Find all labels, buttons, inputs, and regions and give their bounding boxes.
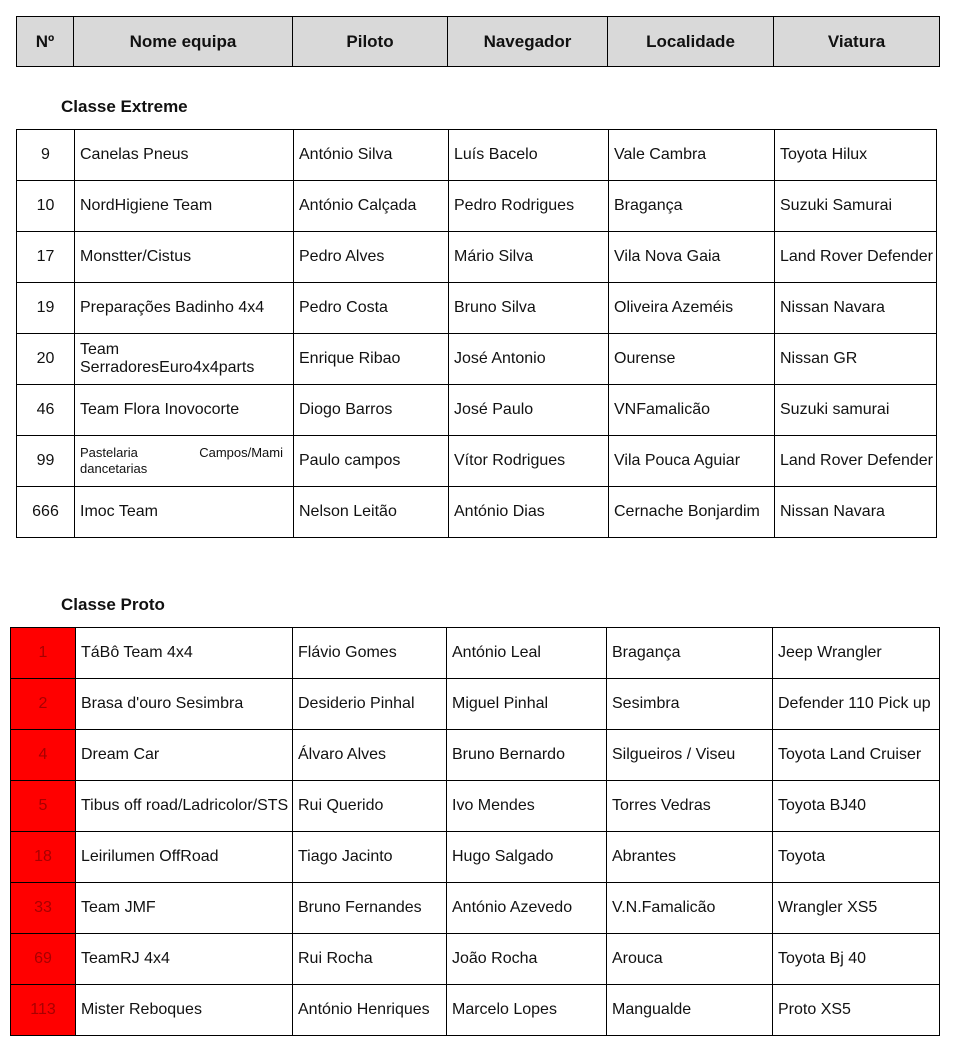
- cell-vehicle: Suzuki Samurai: [775, 181, 937, 232]
- table-row: [17, 283, 937, 334]
- cell-vehicle: Toyota: [773, 832, 940, 883]
- cell-vehicle: Defender 110 Pick up: [773, 679, 940, 730]
- table-row: [11, 730, 940, 781]
- cell-vehicle: Jeep Wrangler: [773, 628, 940, 679]
- cell-vehicle: Nissan GR: [775, 334, 937, 385]
- cell-navigator: António Azevedo: [447, 883, 607, 934]
- section-title-extreme: Classe Extreme: [61, 97, 188, 116]
- cell-team-name: Team JMF: [76, 883, 293, 934]
- cell-navigator: Pedro Rodrigues: [449, 181, 609, 232]
- table-row: [11, 628, 940, 679]
- cell-team-name: Pastelaria Campos/Mami dancetarias: [75, 436, 294, 487]
- table-row: [17, 130, 937, 181]
- cell-location: Vila Nova Gaia: [609, 232, 775, 283]
- col-header-number: Nº: [17, 17, 74, 67]
- cell-team-name: Preparações Badinho 4x4: [75, 283, 294, 334]
- cell-team-name: Canelas Pneus: [75, 130, 294, 181]
- cell-location: Bragança: [609, 181, 775, 232]
- table-row: [17, 487, 937, 538]
- cell-location: Mangualde: [607, 985, 773, 1036]
- cell-vehicle: Nissan Navara: [775, 283, 937, 334]
- cell-location: V.N.Famalicão: [607, 883, 773, 934]
- cell-location: Vila Pouca Aguiar: [609, 436, 775, 487]
- cell-driver: Rui Querido: [293, 781, 447, 832]
- col-header-location: Localidade: [608, 17, 774, 67]
- section-title-proto: Classe Proto: [61, 595, 165, 614]
- cell-team-name: TáBô Team 4x4: [76, 628, 293, 679]
- cell-driver: Pedro Costa: [294, 283, 449, 334]
- cell-location: Cernache Bonjardim: [609, 487, 775, 538]
- cell-driver: Tiago Jacinto: [293, 832, 447, 883]
- cell-vehicle: Wrangler XS5: [773, 883, 940, 934]
- cell-driver: Desiderio Pinhal: [293, 679, 447, 730]
- cell-team-name: Dream Car: [76, 730, 293, 781]
- cell-team-name: Tibus off road/Ladricolor/STS: [76, 781, 293, 832]
- cell-driver: Rui Rocha: [293, 934, 447, 985]
- cell-team-name: Imoc Team: [75, 487, 294, 538]
- cell-driver: António Calçada: [294, 181, 449, 232]
- header-table: [16, 16, 940, 67]
- cell-number: 10: [17, 181, 75, 232]
- cell-location: Ourense: [609, 334, 775, 385]
- cell-navigator: José Paulo: [449, 385, 609, 436]
- cell-vehicle: Toyota Bj 40: [773, 934, 940, 985]
- col-header-navigator: Navegador: [448, 17, 608, 67]
- cell-number: 69: [11, 934, 76, 985]
- cell-number: 1: [11, 628, 76, 679]
- cell-number: 666: [17, 487, 75, 538]
- cell-navigator: Mário Silva: [449, 232, 609, 283]
- cell-number: 99: [17, 436, 75, 487]
- cell-team-name: NordHigiene Team: [75, 181, 294, 232]
- cell-team-name: Monstter/Cistus: [75, 232, 294, 283]
- cell-driver: Paulo campos: [294, 436, 449, 487]
- table-row: [17, 436, 937, 487]
- table-row: [17, 232, 937, 283]
- cell-location: Torres Vedras: [607, 781, 773, 832]
- cell-number: 46: [17, 385, 75, 436]
- table-row: [17, 334, 937, 385]
- table-row: [17, 385, 937, 436]
- proto-table: [10, 627, 940, 1036]
- cell-team-name: TeamRJ 4x4: [76, 934, 293, 985]
- cell-driver: Pedro Alves: [294, 232, 449, 283]
- cell-driver: Enrique Ribao: [294, 334, 449, 385]
- cell-number: 4: [11, 730, 76, 781]
- cell-team-name: Brasa d'ouro Sesimbra: [76, 679, 293, 730]
- cell-driver: Álvaro Alves: [293, 730, 447, 781]
- cell-location: Arouca: [607, 934, 773, 985]
- cell-team-name: Leirilumen OffRoad: [76, 832, 293, 883]
- cell-number: 9: [17, 130, 75, 181]
- cell-navigator: João Rocha: [447, 934, 607, 985]
- cell-number: 113: [11, 985, 76, 1036]
- cell-number: 18: [11, 832, 76, 883]
- col-header-vehicle: Viatura: [774, 17, 940, 67]
- cell-number: 20: [17, 334, 75, 385]
- header-row: [17, 17, 940, 67]
- cell-navigator: António Leal: [447, 628, 607, 679]
- cell-location: Bragança: [607, 628, 773, 679]
- cell-number: 2: [11, 679, 76, 730]
- extreme-table: [16, 129, 937, 538]
- table-row: [17, 181, 937, 232]
- cell-vehicle: Toyota Hilux: [775, 130, 937, 181]
- cell-navigator: Hugo Salgado: [447, 832, 607, 883]
- cell-driver: António Silva: [294, 130, 449, 181]
- table-row: [11, 832, 940, 883]
- table-row: [11, 781, 940, 832]
- cell-driver: Flávio Gomes: [293, 628, 447, 679]
- table-row: [11, 679, 940, 730]
- cell-team-name: Team Flora Inovocorte: [75, 385, 294, 436]
- cell-team-name: Team SerradoresEuro4x4parts: [75, 334, 294, 385]
- cell-number: 19: [17, 283, 75, 334]
- cell-driver: Bruno Fernandes: [293, 883, 447, 934]
- cell-location: VNFamalicão: [609, 385, 775, 436]
- cell-number: 33: [11, 883, 76, 934]
- table-row: [11, 883, 940, 934]
- cell-vehicle: Nissan Navara: [775, 487, 937, 538]
- cell-vehicle: Land Rover Defender: [775, 232, 937, 283]
- cell-location: Sesimbra: [607, 679, 773, 730]
- cell-vehicle: Toyota Land Cruiser: [773, 730, 940, 781]
- cell-vehicle: Land Rover Defender: [775, 436, 937, 487]
- cell-navigator: Marcelo Lopes: [447, 985, 607, 1036]
- cell-navigator: José Antonio: [449, 334, 609, 385]
- cell-vehicle: Suzuki samurai: [775, 385, 937, 436]
- cell-navigator: Vítor Rodrigues: [449, 436, 609, 487]
- cell-driver: António Henriques: [293, 985, 447, 1036]
- cell-vehicle: Proto XS5: [773, 985, 940, 1036]
- col-header-team: Nome equipa: [74, 17, 293, 67]
- cell-navigator: Ivo Mendes: [447, 781, 607, 832]
- cell-location: Oliveira Azeméis: [609, 283, 775, 334]
- cell-navigator: Bruno Silva: [449, 283, 609, 334]
- cell-vehicle: Toyota BJ40: [773, 781, 940, 832]
- cell-location: Silgueiros / Viseu: [607, 730, 773, 781]
- col-header-driver: Piloto: [293, 17, 448, 67]
- cell-team-name: Mister Reboques: [76, 985, 293, 1036]
- table-row: [11, 985, 940, 1036]
- cell-number: 17: [17, 232, 75, 283]
- cell-location: Vale Cambra: [609, 130, 775, 181]
- table-row: [11, 934, 940, 985]
- cell-navigator: Bruno Bernardo: [447, 730, 607, 781]
- cell-number: 5: [11, 781, 76, 832]
- cell-driver: Diogo Barros: [294, 385, 449, 436]
- cell-navigator: António Dias: [449, 487, 609, 538]
- cell-location: Abrantes: [607, 832, 773, 883]
- cell-navigator: Luís Bacelo: [449, 130, 609, 181]
- cell-driver: Nelson Leitão: [294, 487, 449, 538]
- cell-navigator: Miguel Pinhal: [447, 679, 607, 730]
